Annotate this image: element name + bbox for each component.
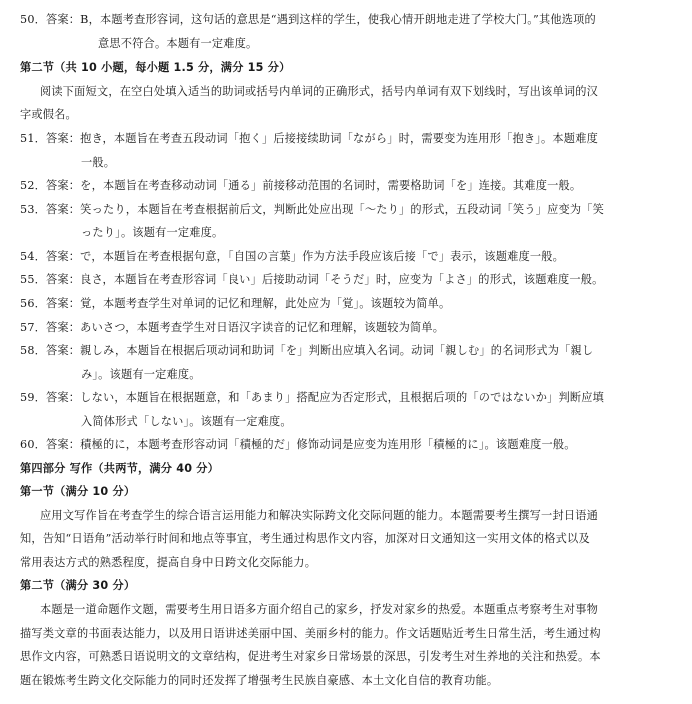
answer-52: 52．答案：を，本题旨在考查移动动词「通る」前接移动范围的名词时，需要格助词「を」连接。其难度一般。 xyxy=(20,179,582,192)
answer-53-line-1: 53．答案：笑ったり，本题旨在考查根据前后文，判断此处应出现「～たり」的形式，五段动词「笑う」应变为「笑 xyxy=(20,203,605,216)
part-4-section-2-line-1: 本题是一道命题作文题，需要考生用日语多方面介绍自己的家乡，抒发对家乡的热爱。本题重点考察考生对事物 xyxy=(40,603,598,616)
part-4-section-1-heading: 第一节（满分 10 分） xyxy=(20,485,136,498)
answer-51-line-1: 51．答案：抱き，本题旨在考查五段动词「抱く」后接接续助词「ながら」时，需要变为连用形「抱き」。本题难度 xyxy=(20,132,598,145)
answer-50-line-1: 50．答案：B，本题考查形容词，这句话的意思是“遇到这样的学生，使我心情开朗地走进了学校大门。”其他选项的 xyxy=(20,13,596,26)
part-4-section-1-line-2: 知，告知“日语角”活动举行时间和地点等事宜，考生通过构思作文内容，加深对日文通知这一实用文体的格式以及 xyxy=(20,532,590,545)
answer-59-line-2: 入简体形式「しない」。该题有一定难度。 xyxy=(81,415,292,428)
answer-55: 55．答案：良さ，本题旨在考查形容词「良い」后接助动词「そうだ」时，应变为「よさ」的形式，该题难度一般。 xyxy=(20,273,604,286)
answer-58-line-2: み」。该题有一定难度。 xyxy=(81,368,201,381)
part-4-section-1-line-3: 常用表达方式的熟悉程度，提高自身中日跨文化交际能力。 xyxy=(20,556,317,569)
answer-56: 56．答案：覚，本题考查学生对单词的记忆和理解，此处应为「覚」。该题较为简单。 xyxy=(20,297,451,310)
section-2-heading: 第二节（共 10 小题，每小题 1.5 分，满分 15 分） xyxy=(20,61,291,74)
answer-57: 57．答案：あいさつ，本题考查学生对日语汉字读音的记忆和理解，该题较为简单。 xyxy=(20,321,445,334)
answer-51-line-2: 一般。 xyxy=(81,156,116,169)
answer-54: 54．答案：で，本题旨在考查根据句意，「自国の言葉」作为方法手段应该后接「で」表示，该题难度一般。 xyxy=(20,250,565,263)
part-4-section-2-heading: 第二节（满分 30 分） xyxy=(20,579,136,592)
part-4-section-2-line-2: 描写类文章的书面表达能力，以及用日语讲述美丽中国、美丽乡村的能力。作文话题贴近考生日常生活，考生通过构 xyxy=(20,627,601,640)
section-2-instruction-line-1: 阅读下面短文，在空白处填入适当的助词或括号内单词的正确形式，括号内单词有双下划线时，写出该单词的汉 xyxy=(40,85,598,98)
part-4-section-2-line-3: 思作文内容，可熟悉日语说明文的文章结构，促进考生对家乡日常场景的深思，引发考生对生养地的关注和热爱。本 xyxy=(20,650,601,663)
section-2-instruction-line-2: 字或假名。 xyxy=(20,108,77,121)
part-4-section-2-line-4: 题在锻炼考生跨文化交际能力的同时还发挥了增强考生民族自豪感、本土文化自信的教育功能。 xyxy=(20,674,499,687)
answer-58-line-1: 58．答案：親しみ，本题旨在根据后项动词和助词「を」判断出应填入名词。动词「親しむ」的名词形式为「親し xyxy=(20,344,594,357)
answer-50-line-2: 意思不符合。本题有一定难度。 xyxy=(98,37,258,50)
part-4-section-1-line-1: 应用文写作旨在考查学生的综合语言运用能力和解决实际跨文化交际问题的能力。本题需要考生撰写一封日语通 xyxy=(40,509,598,522)
answer-53-line-2: ったり」。该题有一定难度。 xyxy=(81,226,224,239)
answer-60: 60．答案：積極的に，本题考查形容动词「積極的だ」修饰动词是应变为连用形「積極的に」。该题难度一般。 xyxy=(20,438,576,451)
answer-59-line-1: 59．答案：しない，本题旨在根据题意，和「あまり」搭配应为否定形式，且根据后项的「のではないか」判断应填 xyxy=(20,391,605,404)
part-4-heading: 第四部分 写作（共两节，满分 40 分） xyxy=(20,462,220,475)
